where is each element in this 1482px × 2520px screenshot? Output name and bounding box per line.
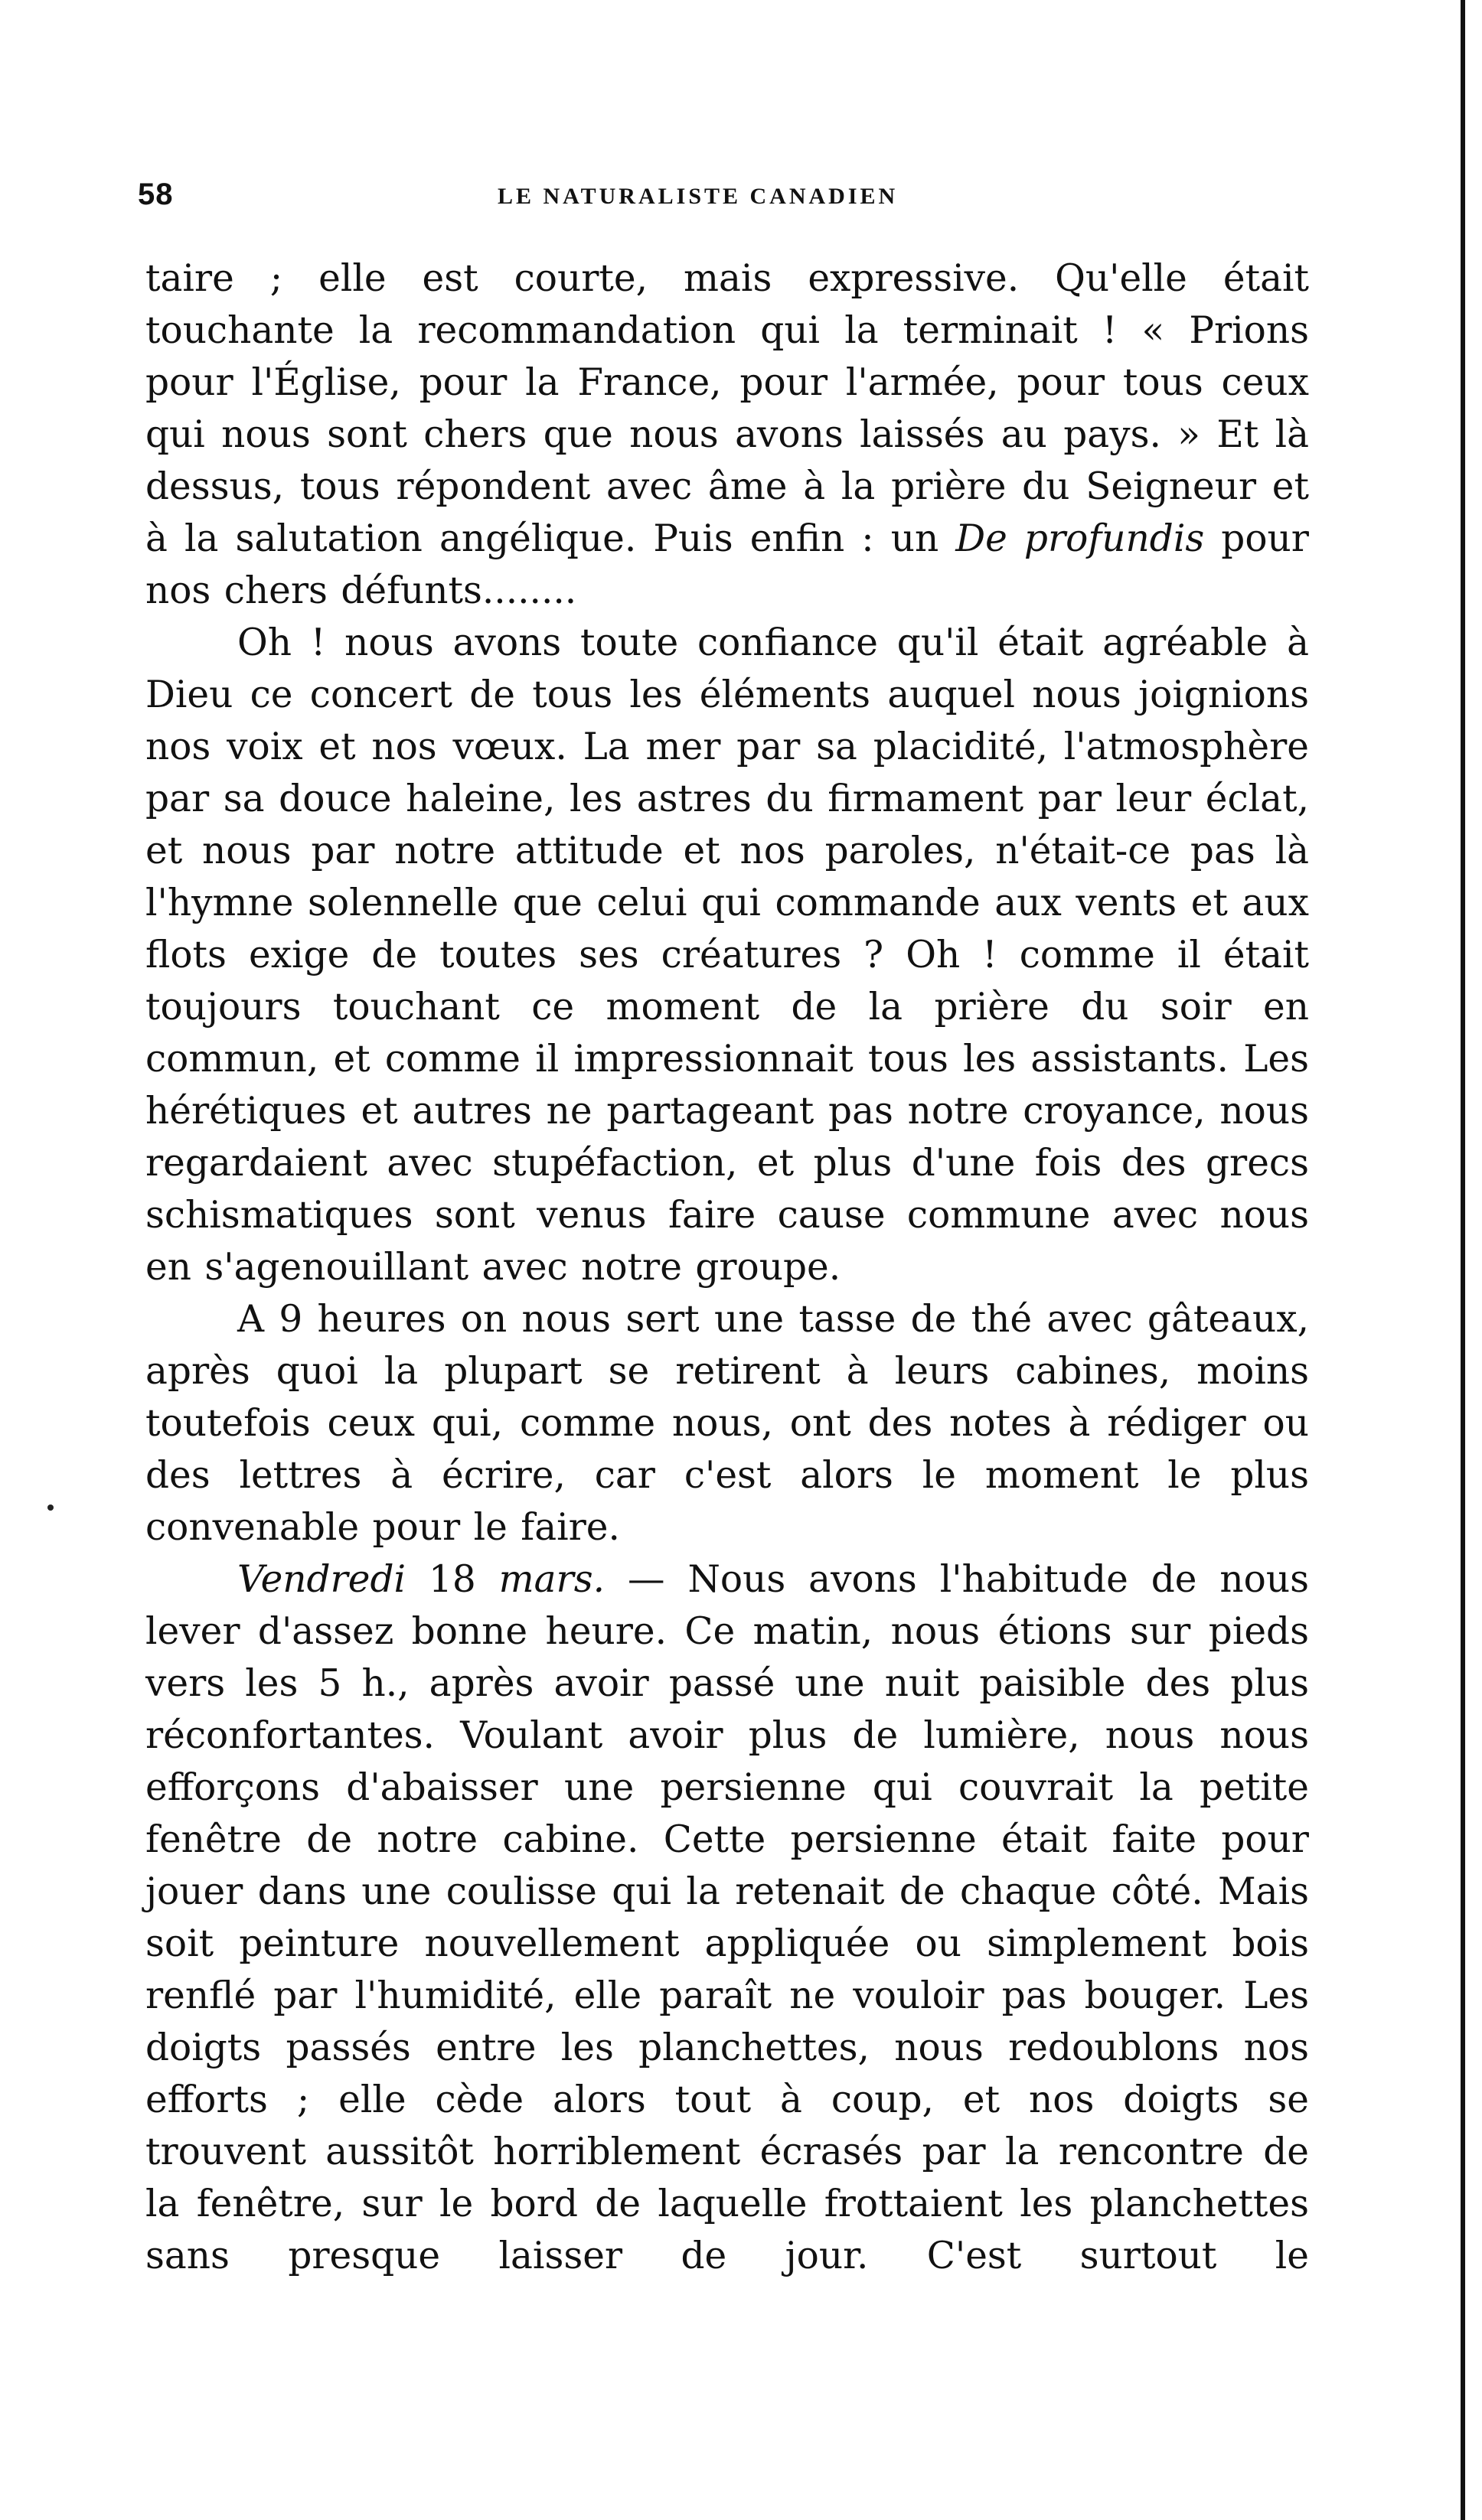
running-title: LE NATURALISTE CANADIEN: [498, 184, 899, 209]
body-text: [145, 253, 1309, 2282]
paragraph-1-tail: pour nos chers défunts........: [145, 517, 1309, 612]
paragraph-1: [145, 253, 1309, 617]
paragraph-1-text: taire ; elle est courte, mais expressive. Qu'elle était touchante la recommandation qui la terminait ! « Prions pour l'Église, pour la France, pour l'armée, pour tous ceux qui nous sont chers que nous avons laissés au pays. » Et là dessus, tous répondent avec âme à la prière du Seigneur et à la salutation angélique. Puis enfin : un: [145, 257, 1309, 560]
paragraph-4-text: — Nous avons l'habitude de nous lever d'assez bonne heure. Ce matin, nous étions sur pieds vers les 5 h., après avoir passé une nuit paisible des plus réconfortantes. Voulant avoir plus de lumière, nous nous efforçons d'abaisser une persienne qui couvrait la petite fenêtre de notre cabine. Cette persienne était faite pour jouer dans une coulisse qui la retenait de chaque côté. Mais soit peinture nouvellement appliquée ou simplement bois renflé par l'humidité, elle paraît ne vouloir pas bouger. Les doigts passés entre les planchettes, nous redoublons nos efforts ; elle cède alors tout à coup, et nos doigts se trouvent aussitôt horriblement écrasés par la rencontre de la fenêtre, sur le bord de laquelle frottaient les planchettes sans presque laisser de jour. C'est surtout le: [145, 1558, 1309, 2277]
paragraph-4-month: mars.: [498, 1558, 606, 1601]
paragraph-3: [145, 1293, 1309, 1553]
paragraph-2: [145, 617, 1309, 1293]
paragraph-4-date-number: 18: [406, 1558, 499, 1601]
margin-speck: [47, 1505, 54, 1511]
page-number: 58: [138, 178, 174, 211]
page-edge-rule: [1461, 0, 1465, 2520]
paragraph-3-text: A 9 heures on nous sert une tasse de thé avec gâteaux, après quoi la plupart se retirent à leurs cabines, moins toutefois ceux qui, comme nous, ont des notes à rédiger ou des lettres à écrire, car c'est alors le moment le plus convenable pour le faire.: [145, 1298, 1309, 1549]
paragraph-4-day: Vendredi: [237, 1558, 406, 1601]
paragraph-1-italic-title: De profundis: [955, 517, 1205, 560]
page-header: [138, 178, 1317, 231]
paragraph-2-text: Oh ! nous avons toute confiance qu'il était agréable à Dieu ce concert de tous les éléments auquel nous joignions nos voix et nos vœux. La mer par sa placidité, l'atmosphère par sa douce haleine, les astres du firmament par leur éclat, et nous par notre attitude et nos paroles, n'était-ce pas là l'hymne solennelle que celui qui commande aux vents et aux flots exige de toutes ses créatures ? Oh ! comme il était toujours touchant ce moment de la prière du soir en commun, et comme il impressionnait tous les assistants. Les hérétiques et autres ne partageant pas notre croyance, nous regardaient avec stupéfaction, et plus d'une fois des grecs schismatiques sont venus faire cause commune avec nous en s'agenouillant avec notre groupe.: [145, 621, 1309, 1289]
paragraph-4: [145, 1553, 1309, 2282]
